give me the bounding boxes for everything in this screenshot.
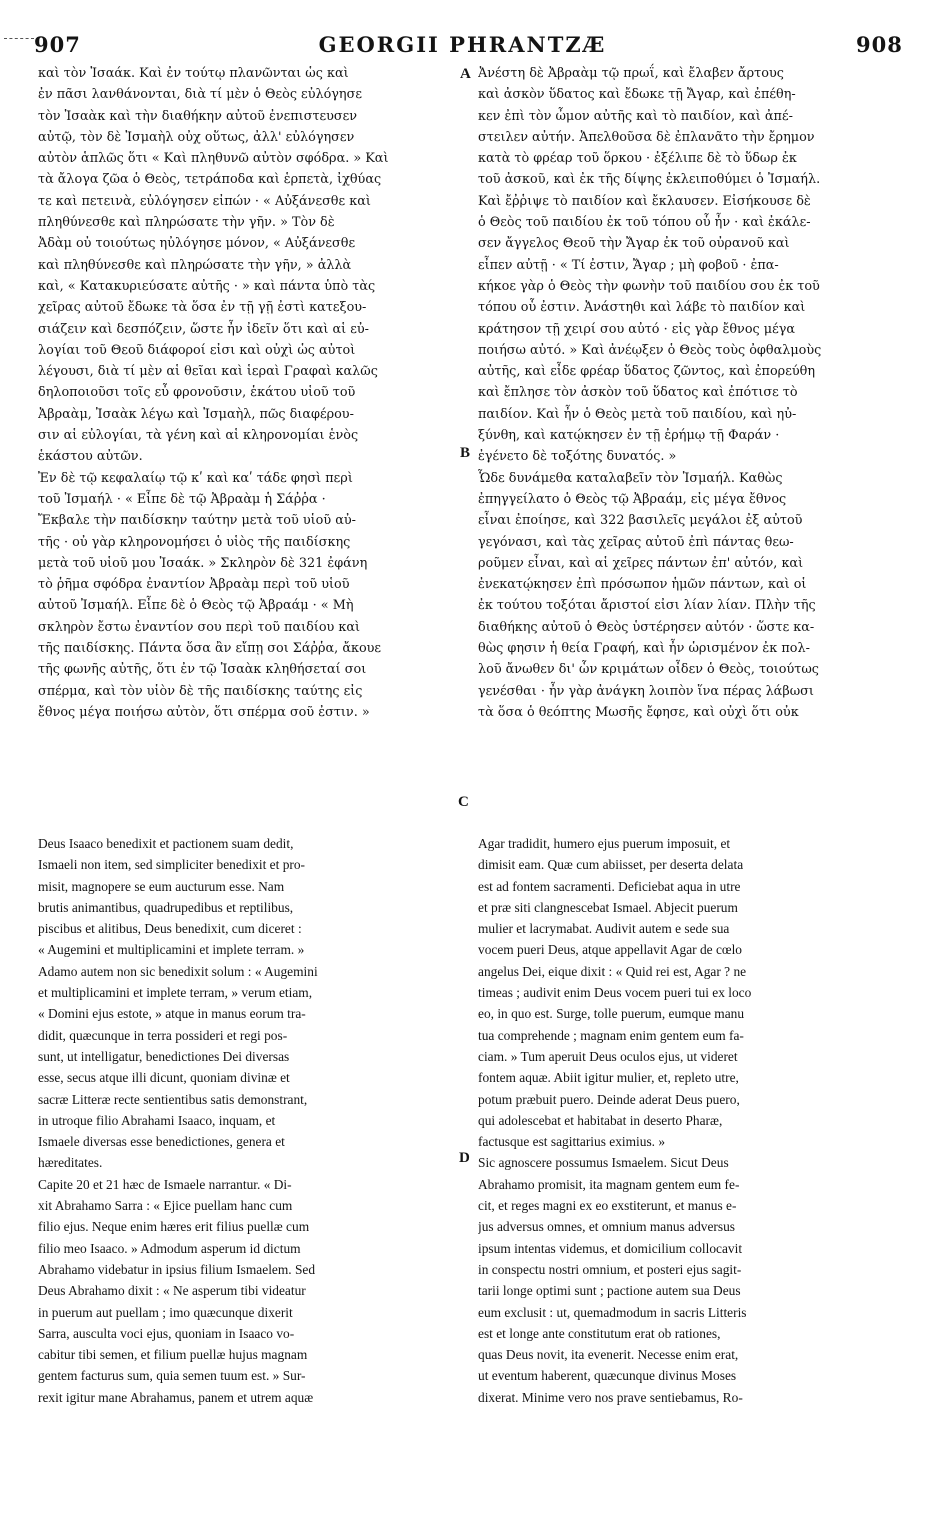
latin-line: gentem facturus sum, quia semen tuum est. » Sur-	[38, 1368, 306, 1384]
latin-line: Abrahamo videbatur in ipsius filium Ismaelem. Sed	[38, 1261, 316, 1277]
greek-line: καὶ πληθύνεσθε καὶ πληρώσατε τὴν γῆν, » ἀλλὰ	[38, 257, 352, 273]
greek-line: Καὶ ἔῤῥιψε τὸ παιδίον καὶ ἔκλαυσεν. Εἰσήκουσε δὲ	[478, 193, 811, 209]
greek-line: τοῦ Ἰσμαήλ · « Εἶπε δὲ τῷ Ἀβραὰμ ἡ Σάῤῥα ·	[38, 491, 326, 507]
latin-column-right	[478, 833, 892, 1408]
greek-line: ἑκάστου αὐτῶν.	[38, 449, 143, 465]
greek-line: καὶ ἔπλησε τὸν ἀσκὸν τοῦ ὕδατος καὶ ἐπότισε τὸ	[478, 385, 798, 401]
latin-line: et multiplicamini et implete terram, » verum etiam,	[38, 985, 313, 1001]
latin-line: cit, et reges magni ex eo exstiterunt, et manus e-	[478, 1198, 737, 1214]
greek-line: τε καὶ πετεινὰ, εὐλόγησεν εἰπών · « Αὐξάνεσθε καὶ	[38, 193, 371, 209]
latin-line: esse, secus atque illi dicunt, quoniam divinæ et	[38, 1070, 290, 1086]
greek-line: γεγόνασι, καὶ τὰς χεῖρας αὐτοῦ ἐπὶ πάντας θεω-	[478, 534, 794, 550]
latin-line: cabitur tibi semen, et filium puellæ hujus magnam	[38, 1347, 308, 1363]
greek-line: καὶ, « Κατακυριεύσατε αὐτῆς · » καὶ πάντα ὑπὸ τὰς	[38, 278, 376, 294]
latin-line: brutis animantibus, quadrupedibus et reptilibus,	[38, 899, 294, 915]
latin-line: ciam. » Tum aperuit Deus oculos ejus, ut videret	[478, 1048, 738, 1064]
greek-line: διαθήκης αὐτοῦ ὁ Θεὸς ὑστέρησεν αὐτόν · ὥστε κα-	[478, 619, 815, 635]
latin-line: timeas ; audivit enim Deus vocem pueri tui ex loco	[478, 985, 752, 1001]
greek-line: τῆς φωνῆς αὐτῆς, ὅτι ἐν τῷ Ἰσαὰκ κληθήσεταί σοι	[38, 662, 367, 678]
greek-line: μετὰ τοῦ υἱοῦ μου Ἰσαάκ. » Σκληρὸν δὲ 321 ἐφάνη	[38, 555, 368, 571]
greek-line: τὰ ἄλογα ζῶα ὁ Θεὸς, τετράποδα καὶ ἑρπετὰ, ἰχθύας	[38, 172, 382, 188]
page-number-left: 907	[34, 32, 81, 57]
page-number-right: 908	[856, 32, 903, 57]
greek-line: σιάζειν καὶ δεσπόζειν, ὥστε ἦν ἰδεῖν ὅτι καὶ αἱ εὐ-	[38, 321, 369, 337]
margin-letter-d: D	[459, 1150, 470, 1166]
latin-line: Sarra, ausculta voci ejus, quoniam in Isaaco vo-	[38, 1325, 295, 1341]
greek-line: παιδίον. Καὶ ἦν ὁ Θεὸς μετὰ τοῦ παιδίου, καὶ ηὐ-	[478, 406, 797, 422]
latin-line: eo, in quo est. Surge, tolle puerum, eumque manu	[478, 1006, 745, 1022]
latin-line: sacræ Litteræ recte sentientibus satis demonstrant,	[38, 1091, 308, 1107]
greek-line: πληθύνεσθε καὶ πληρώσατε τὴν γῆν. » Τὸν δὲ	[38, 215, 335, 231]
greek-line: τὰ ὅσα ὁ θεόπτης Μωσῆς ἔφησε, καὶ οὐχὶ ὅτι οὐκ	[478, 704, 799, 720]
greek-line: γενέσθαι · ἦν γὰρ ἀνάγκη λοιπὸν ἵνα πέρας λάβωσι	[478, 683, 814, 699]
latin-line: ipsum intentas videmus, et domicilium collocavit	[478, 1240, 743, 1256]
latin-line: in conspectu nostri omnium, et posteri ejus sagit-	[478, 1261, 742, 1277]
greek-line: εἶναι ἐποίησε, καὶ 322 βασιλεῖς μεγάλοι ἐξ αὐτοῦ	[478, 513, 803, 529]
greek-line: αὐτῆς, καὶ εἶδε φρέαρ ὕδατος ζῶντος, καὶ ἐπορεύθη	[478, 364, 815, 380]
greek-line: στειλεν αὐτήν. Ἀπελθοῦσα δὲ ἐπλανᾶτο τὴν ἔρημον	[478, 129, 815, 145]
latin-line: Abrahamo promisit, ita magnam gentem eum fe-	[478, 1176, 740, 1192]
latin-line: dimisit eam. Quæ cum abiisset, per deserta delata	[478, 857, 744, 873]
greek-line: κεν ἐπὶ τὸν ὦμον αὐτῆς καὶ τὸ παιδίον, καὶ ἀπέ-	[478, 108, 793, 124]
latin-line: potum præbuit puero. Deinde aderat Deus puero,	[478, 1091, 740, 1107]
greek-line: ὁ Θεὸς τοῦ παιδίου ἐκ τοῦ τόπου οὗ ἦν · καὶ ἐκάλε-	[478, 215, 811, 231]
latin-line: piscibus et alitibus, Deus benedixit, cum diceret :	[38, 921, 302, 937]
greek-line: αὐτῷ, τὸν δὲ Ἰσμαὴλ οὐχ οὕτως, ἀλλ' εὐλόγησεν	[38, 129, 355, 145]
greek-line: ἐν πᾶσι λανθάνονται, διὰ τί μὲν ὁ Θεὸς εὐλόγησε	[38, 87, 362, 103]
latin-column-left	[38, 833, 462, 1408]
margin-letter-c: C	[458, 794, 469, 810]
latin-line: fontem aquæ. Abiit igitur mulier, et, repleto utre,	[478, 1070, 739, 1086]
latin-line: tarii longe optimi sunt ; pactione autem sua Deus	[478, 1283, 741, 1299]
latin-line: dixerat. Minime vero nos prave sentiebamus, Ro-	[478, 1389, 743, 1405]
greek-line: τὸν Ἰσαὰκ καὶ τὴν διαθήκην αὐτοῦ ἐνεπιστευσεν	[38, 108, 358, 124]
latin-line: mulier et lacrymabat. Audivit autem e sede sua	[478, 921, 730, 937]
latin-line: misit, magnopere se eum aucturum esse. Nam	[38, 878, 285, 894]
greek-line: χεῖρας αὐτοῦ ἔδωκε τὰ ὅσα ἐν τῇ γῇ ἐστὶ κατεξου-	[38, 300, 367, 316]
greek-line: καὶ ἀσκὸν ὕδατος καὶ ἔδωκε τῇ Ἄγαρ, καὶ ἐπέθη-	[478, 87, 796, 103]
greek-column-right	[478, 63, 892, 723]
greek-line: ἐκ τούτου τοξόται ἄριστοί εἰσι λίαν λίαν. Πλὴν τῆς	[478, 598, 816, 614]
greek-line: σεν ἄγγελος Θεοῦ τὴν Ἄγαρ ἐκ τοῦ οὐρανοῦ καὶ	[478, 236, 790, 252]
greek-line: εἶπεν αὐτῇ · « Τί ἐστιν, Ἄγαρ ; μὴ φοβοῦ · ἐπα-	[478, 257, 779, 273]
greek-line: τόπου οὗ ἐστιν. Ἀνάστηθι καὶ λάβε τὸ παιδίον καὶ	[478, 300, 806, 316]
greek-line: Ἀδὰμ οὐ τοιούτως ηὐλόγησε μόνον, « Αὐξάνεσθε	[38, 236, 356, 252]
greek-line: ποιήσω αὐτό. » Καὶ ἀνέῳξεν ὁ Θεὸς τοὺς ὀφθαλμοὺς	[478, 342, 822, 358]
greek-line: αὐτὸν ἁπλῶς ὅτι « Καὶ πληθυνῶ αὐτὸν σφόδρα. » Καὶ	[38, 151, 389, 167]
greek-line: Ὧδε δυνάμεθα καταλαβεῖν τὸν Ἰσμαήλ. Καθὼς	[478, 470, 783, 486]
margin-letter-b: B	[460, 445, 471, 461]
latin-line: eum exclusit : ut, quemadmodum in sacris Litteris	[478, 1304, 747, 1320]
latin-line: in utroque filio Abrahami Isaaco, inquam, et	[38, 1112, 276, 1128]
latin-line: « Domini ejus estote, » atque in manus eorum tra-	[38, 1006, 306, 1022]
greek-line: ἔθνος μέγα ποιήσω αὐτὸν, ὅτι σπέρμα σοῦ ἐστιν. »	[38, 704, 370, 720]
latin-line: filio ejus. Neque enim hæres erit filius puellæ cum	[38, 1219, 310, 1235]
latin-line: tua comprehende ; magnam enim gentem eum fa-	[478, 1027, 744, 1043]
greek-line: δηλοποιοῦσι τοῖς εὖ φρονοῦσιν, ἑκάτου υἱοῦ τοῦ	[38, 385, 356, 401]
greek-line: ροῦμεν εἶναι, καὶ αἱ χεῖρες πάντων ἐπ' αὐτόν, καὶ	[478, 555, 804, 571]
greek-line: τῆς παιδίσκης. Πάντα ὅσα ἂν εἴπῃ σοι Σάῤῥα, ἄκουε	[38, 641, 382, 657]
latin-line: Deus Isaaco benedixit et pactionem suam dedit,	[38, 836, 294, 851]
greek-line: σπέρμα, καὶ τὸν υἱὸν δὲ τῆς παιδίσκης ταύτης εἰς	[38, 683, 363, 699]
greek-column-left	[38, 63, 458, 723]
greek-line: κήκοε γὰρ ὁ Θεὸς τὴν φωνὴν τοῦ παιδίου σου ἐκ τοῦ	[478, 278, 820, 294]
greek-line: λοῦ ἄνωθεν δι' ὧν κριμάτων οἶδεν ὁ Θεὸς, τοιούτως	[478, 662, 819, 678]
greek-line: Ἔκβαλε τὴν παιδίσκην ταύτην μετὰ τοῦ υἱοῦ αὐ-	[38, 513, 356, 529]
latin-line: vocem pueri Deus, atque appellavit Agar de cœlo	[478, 942, 743, 958]
margin-letter-a: A	[460, 66, 471, 82]
greek-line: σιν αἱ εὐλογίαι, τὰ γένη καὶ αἱ κληρονομίαι ἑνὸς	[38, 428, 359, 444]
greek-line: κράτησον τῇ χειρί σου αὐτό · εἰς γὰρ ἔθνος μέγα	[478, 321, 796, 337]
running-title: GEORGII PHRANTZÆ	[318, 32, 607, 57]
latin-line: est et longe ante constitutum erat ob rationes,	[478, 1325, 721, 1341]
latin-line: est ad fontem sacramenti. Deficiebat aqua in utre	[478, 878, 741, 894]
greek-line: Ἀνέστη δὲ Ἀβραὰμ τῷ πρωΐ, καὶ ἔλαβεν ἄρτους	[478, 66, 784, 81]
greek-line: αὐτοῦ Ἰσμαήλ. Εἶπε δὲ ὁ Θεὸς τῷ Ἀβραάμ · « Μὴ	[38, 598, 354, 614]
latin-line: Agar tradidit, humero ejus puerum imposuit, et	[478, 836, 731, 851]
latin-line: Capite 20 et 21 hæc de Ismaele narrantur. « Di-	[38, 1176, 292, 1192]
latin-line: Ismaele diversas esse benedictiones, genera et	[38, 1134, 285, 1150]
latin-line: et præ siti clangnescebat Ismael. Abjecit puerum	[478, 899, 738, 915]
latin-line: didit, quæcunque in terra possideri et regi pos-	[38, 1027, 288, 1043]
latin-line: « Augemini et multiplicamini et implete terram. »	[38, 942, 305, 958]
greek-line: θὼς φησιν ἡ θεία Γραφή, καὶ ἦν ὡρισμένον ἐκ πολ-	[478, 641, 810, 657]
latin-line: xit Abrahamo Sarra : « Ejice puellam hanc cum	[38, 1198, 293, 1214]
greek-line: λογίαι τοῦ Θεοῦ διάφοροί εἰσι καὶ οὐχὶ ὡς αὐτοὶ	[38, 342, 356, 358]
latin-line: Deus Abrahamo dixit : « Ne asperum tibi videatur	[38, 1283, 306, 1299]
latin-line: Sic agnoscere possumus Ismaelem. Sicut Deus	[478, 1155, 729, 1171]
latin-line: angelus Dei, eique dixit : « Quid rei est, Agar ? ne	[478, 963, 747, 979]
greek-line: καὶ τὸν Ἰσαάκ. Καὶ ἐν τούτῳ πλανῶνται ὡς καὶ	[38, 66, 349, 81]
greek-line: τῆς · οὐ γὰρ κληρονομήσει ὁ υἱὸς τῆς παιδίσκης	[38, 534, 351, 550]
greek-line: ἐγένετο δὲ τοξότης δυνατός. »	[478, 449, 677, 465]
greek-line: τὸ ῥῆμα σφόδρα ἐναντίον Ἀβραὰμ περὶ τοῦ υἱοῦ	[38, 577, 350, 593]
latin-line: factusque est sagittarius eximius. »	[478, 1134, 666, 1150]
greek-line: ἐπηγγείλατο ὁ Θεὸς τῷ Ἀβραάμ, εἰς μέγα ἔθνος	[478, 491, 787, 507]
greek-line: κατὰ τὸ φρέαρ τοῦ ὅρκου · ἐξέλιπε δὲ τὸ ὕδωρ ἐκ	[478, 151, 797, 167]
greek-line: ξύνθη, καὶ κατῴκησεν ἐν τῇ ἐρήμῳ τῇ Φαράν ·	[478, 428, 780, 444]
greek-line: τοῦ ἀσκοῦ, καὶ ἐκ τῆς δίψης ἐκλειποθύμει ὁ Ἰσμαήλ.	[478, 172, 821, 188]
greek-line: ἐνεκατῴκησεν ἐπὶ πρόσωπον ἡμῶν πάντων, καὶ οἱ	[478, 577, 807, 593]
latin-line: hæreditates.	[38, 1155, 103, 1171]
latin-line: qui adolescebat et habitabat in deserto Pharæ,	[478, 1112, 723, 1128]
greek-line: Ἀβραὰμ, Ἰσαὰκ λέγω καὶ Ἰσμαὴλ, πῶς διαφέρου-	[38, 406, 354, 422]
latin-line: quas Deus novit, ita evenerit. Necesse enim erat,	[478, 1347, 739, 1363]
latin-line: sunt, ut intelligatur, benedictiones Dei diversas	[38, 1048, 290, 1064]
latin-line: ut eventum haberent, quæcunque divinus Moses	[478, 1368, 737, 1384]
latin-line: Ismaeli non item, sed simpliciter benedixit et pro-	[38, 857, 306, 873]
latin-line: Adamo autem non sic benedixit solum : « Augemini	[38, 963, 318, 979]
greek-line: σκληρὸν ἔστω ἐναντίον σου περὶ τοῦ παιδίου καὶ	[38, 619, 361, 635]
latin-line: in puerum aut puellam ; imo quæcunque dixerit	[38, 1304, 293, 1320]
latin-line: filio meo Isaaco. » Admodum asperum id dictum	[38, 1240, 301, 1256]
greek-line: λέγουσι, διὰ τί μὲν αἱ θεῖαι καὶ ἱεραὶ Γραφαὶ καλῶς	[38, 364, 378, 380]
latin-line: rexit igitur mane Abrahamus, panem et utrem aquæ	[38, 1389, 314, 1405]
latin-line: jus adversus omnes, et omnium manus adversus	[478, 1219, 735, 1235]
greek-line: Ἐν δὲ τῷ κεφαλαίῳ τῷ κʹ καὶ καʹ τάδε φησὶ περὶ	[38, 470, 353, 486]
